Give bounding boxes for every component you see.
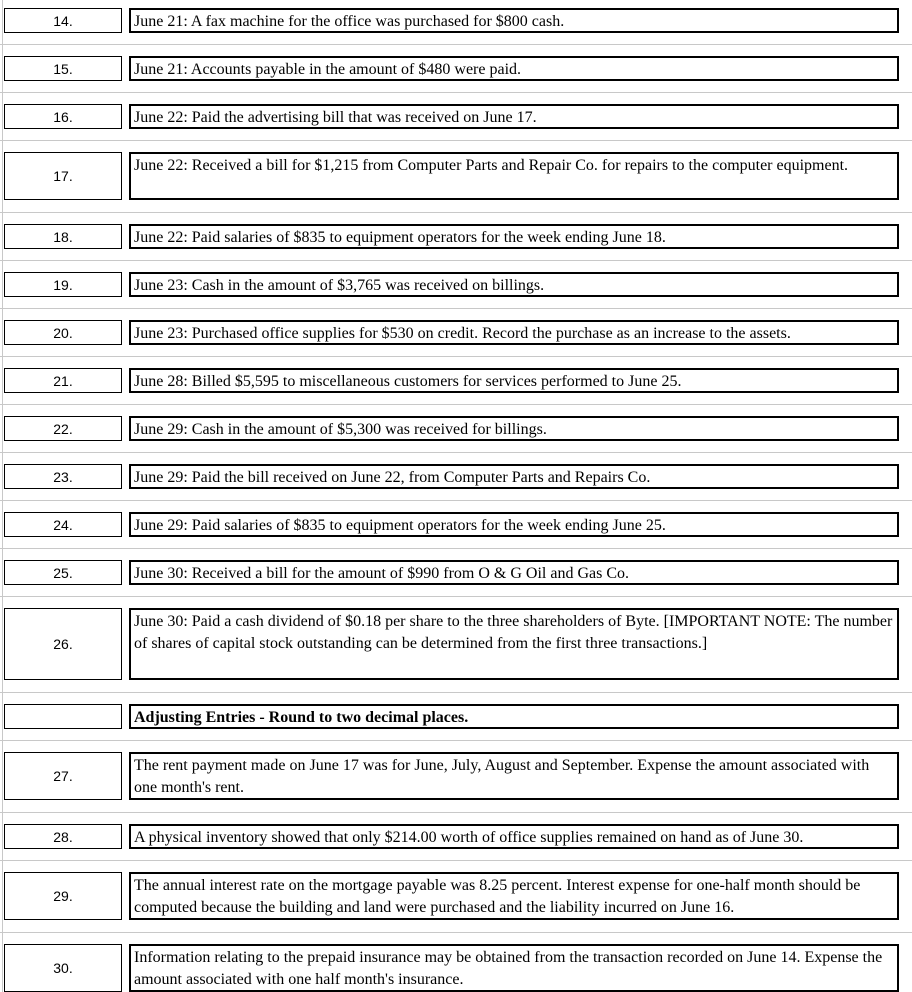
row-number xyxy=(4,704,122,729)
row-number: 24. xyxy=(4,512,122,537)
transaction-description: June 30: Received a bill for the amount of $990 from O & G Oil and Gas Co. xyxy=(129,560,899,585)
gridline xyxy=(0,692,912,693)
row-number: 19. xyxy=(4,272,122,297)
transaction-description: June 29: Paid salaries of $835 to equipment operators for the week ending June 25. xyxy=(129,512,899,537)
transaction-description: June 22: Received a bill for $1,215 from Computer Parts and Repair Co. for repairs to the computer equipment. xyxy=(129,152,899,200)
row-number: 29. xyxy=(4,872,122,920)
gridline xyxy=(0,812,912,813)
row-number: 28. xyxy=(4,824,122,849)
gridline xyxy=(0,356,912,357)
gridline xyxy=(0,44,912,45)
row-number: 16. xyxy=(4,104,122,129)
adjusting-entry-description: A physical inventory showed that only $214.00 worth of office supplies remained on hand as of June 30. xyxy=(129,824,899,849)
gridline xyxy=(0,260,912,261)
row-number: 25. xyxy=(4,560,122,585)
gridline xyxy=(0,860,912,861)
row-number: 20. xyxy=(4,320,122,345)
transaction-description: June 21: Accounts payable in the amount of $480 were paid. xyxy=(129,56,899,81)
transaction-description: June 22: Paid the advertising bill that was received on June 17. xyxy=(129,104,899,129)
adjusting-entry-description: Information relating to the prepaid insurance may be obtained from the transaction recorded on June 14. Expense the amount associated with one half month's insurance. xyxy=(129,944,899,992)
transaction-description: June 29: Cash in the amount of $5,300 was received for billings. xyxy=(129,416,899,441)
row-number: 17. xyxy=(4,152,122,200)
row-number: 21. xyxy=(4,368,122,393)
row-number: 15. xyxy=(4,56,122,81)
row-number: 22. xyxy=(4,416,122,441)
transaction-description: June 21: A fax machine for the office was purchased for $800 cash. xyxy=(129,8,899,33)
transaction-description: June 29: Paid the bill received on June 22, from Computer Parts and Repairs Co. xyxy=(129,464,899,489)
gridline xyxy=(0,452,912,453)
gridline xyxy=(0,308,912,309)
adjusting-entry-description: The annual interest rate on the mortgage payable was 8.25 percent. Interest expense for one-half month should be computed because the building and land were purchased and the liability incurred on June 16. xyxy=(129,872,899,920)
gridline xyxy=(0,500,912,501)
transaction-description: June 23: Purchased office supplies for $530 on credit. Record the purchase as an increase to the assets. xyxy=(129,320,899,345)
transaction-description: June 30: Paid a cash dividend of $0.18 per share to the three shareholders of Byte. [IMPORTANT NOTE: The number of shares of capital stock outstanding can be determined from the first three transactions.] xyxy=(129,608,899,680)
gridline xyxy=(0,404,912,405)
section-heading: Adjusting Entries - Round to two decimal places. xyxy=(129,704,899,729)
gridline xyxy=(0,548,912,549)
adjusting-entry-description: The rent payment made on June 17 was for June, July, August and September. Expense the amount associated with one month's rent. xyxy=(129,752,899,800)
transaction-description: June 28: Billed $5,595 to miscellaneous customers for services performed to June 25. xyxy=(129,368,899,393)
row-number: 30. xyxy=(4,944,122,992)
gridline xyxy=(0,212,912,213)
gridline xyxy=(0,140,912,141)
row-number: 14. xyxy=(4,8,122,33)
grid-left-border xyxy=(2,0,3,992)
row-number: 26. xyxy=(4,608,122,680)
row-number: 27. xyxy=(4,752,122,800)
gridline xyxy=(0,596,912,597)
transaction-description: June 23: Cash in the amount of $3,765 was received on billings. xyxy=(129,272,899,297)
row-number: 18. xyxy=(4,224,122,249)
transaction-description: June 22: Paid salaries of $835 to equipment operators for the week ending June 18. xyxy=(129,224,899,249)
gridline xyxy=(0,740,912,741)
row-number: 23. xyxy=(4,464,122,489)
gridline xyxy=(0,92,912,93)
gridline xyxy=(0,932,912,933)
